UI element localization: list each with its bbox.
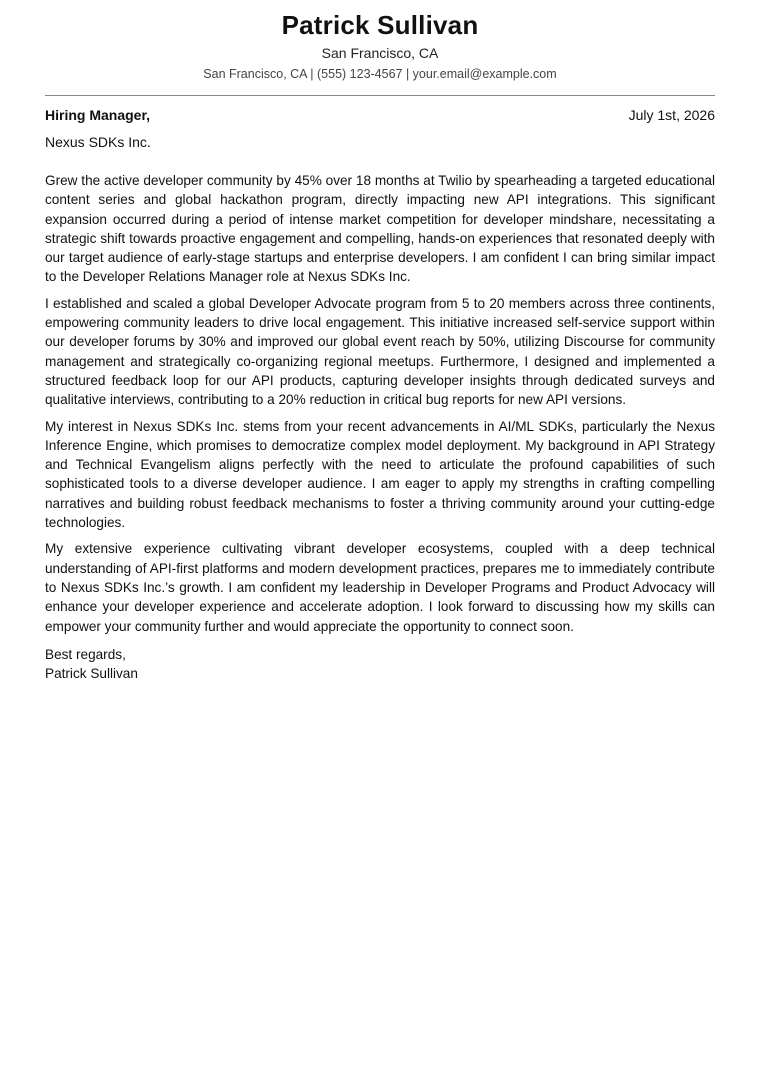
letter-closing [45,645,715,684]
body-paragraph-3: My interest in Nexus SDKs Inc. stems from your recent advancements in AI/ML SDKs, particularly the Nexus Inference Engine, which promises to democratize complex model deployment. My background in API Strategy and Technical Evangelism aligns perfectly with the need to articulate the profound capabilities of such sophisticated tools to a diverse developer audience. I am eager to apply my strengths in crafting compelling narratives and building robust feedback mechanisms to foster a thriving community around your cutting-edge technologies. [45,418,715,531]
closing-phrase: Best regards, [45,646,126,662]
header-divider [45,95,715,96]
letter-date: July 1st, 2026 [628,107,715,123]
sender-location: San Francisco, CA [321,45,439,61]
letter-body [45,171,715,636]
recipient-date-row [45,106,715,124]
sender-contact-line: San Francisco, CA | (555) 123-4567 | your.email@example.com [203,67,557,81]
recipient-salutation: Hiring Manager, [45,107,151,123]
body-paragraph-1: Grew the active developer community by 45% over 18 months at Twilio by spearheading a targeted educational content series and global hackathon program, directly impacting new API integrations. This significant expansion occurred during a period of intense market competition for developer mindshare, necessitating a strategic shift towards proactive engagement and compelling, hands-on experiences that resonated deeply with our target audience of early-stage startups and enterprise developers. I am confident I can bring similar impact to the Developer Relations Manager role at Nexus SDKs Inc. [45,173,715,285]
recipient-company: Nexus SDKs Inc. [45,134,151,150]
body-paragraph-4: My extensive experience cultivating vibrant developer ecosystems, coupled with a deep technical understanding of API-first platforms and modern development practices, prepares me to immediately contribute to Nexus SDKs Inc.’s growth. I am confident my leadership in Developer Programs and Product Advocacy will enhance your developer experience and accelerate adoption. I look forward to discussing how my skills can empower your community further and would appreciate the opportunity to connect soon. [45,541,715,634]
signature-name: Patrick Sullivan [45,666,138,682]
sender-name: Patrick Sullivan [281,10,479,40]
letter-header [45,0,715,82]
body-paragraph-2: I established and scaled a global Developer Advocate program from 5 to 20 members across three continents, empowering community leaders to drive local engagement. This initiative increased self-service support within our developer forums by 30% and improved our global event reach by 50%, utilizing Discourse for community management and strategically co-organizing regional meetups. Furthermore, I designed and implemented a structured feedback loop for our API products, capturing developer insights through dedicated surveys and qualitative interviews, contributing to a 20% reduction in critical bug reports for new API versions. [45,295,715,408]
